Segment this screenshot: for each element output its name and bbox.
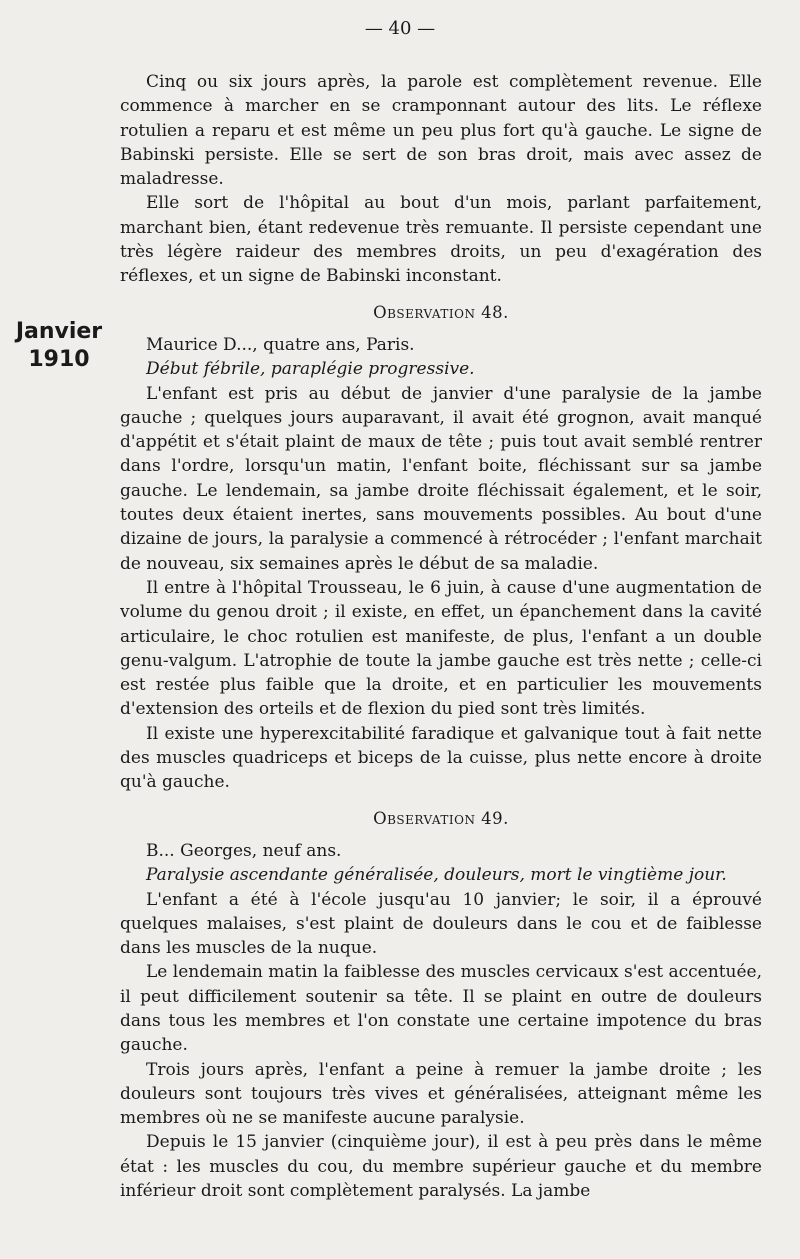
paragraph: L'enfant est pris au début de janvier d'une paralysie de la jambe gauche ; quelques jours auparavant, il avait été grognon, avait manqué d'appétit et s'était plaint de maux de tête ; puis tout avait semblé rentrer dans l'ordre, lorsqu'un matin, l'enfant boite, fléchissant sur sa jambe gauche. Le lendemain, sa jambe droite fléchissait également, et le soir, toutes deux étaient inertes, sans mouvements possibles. Au bout d'une dizaine de jours, la paralysie a commencé à rétrocéder ; l'enfant marchait de nouveau, six semaines après le début de sa maladie.: [120, 383, 762, 574]
page-number: — 40 —: [364, 18, 436, 39]
paragraph: L'enfant a été à l'école jusqu'au 10 janvier; le soir, il a éprouvé quelques malaises, s'est plaint de douleurs dans le cou et de faiblesse dans les muscles de la nuque.: [120, 889, 762, 959]
margin-date-note: [6, 318, 112, 374]
paragraph: Il entre à l'hôpital Trousseau, le 6 juin, à cause d'une augmentation de volume du genou droit ; il existe, en effet, un épanchement dans la cavité articulaire, le choc rotulien est manifeste, de plus, l'enfant a un double genu-valgum. L'atrophie de toute la jambe gauche est très nette ; celle-ci est restée plus faible que la droite, et en particulier les mouvements d'extension des orteils et de flexion du pied sont très limités.: [120, 577, 762, 720]
margin-note-month: Janvier: [15, 319, 103, 344]
paragraph: Elle sort de l'hôpital au bout d'un mois, parlant parfaitement, marchant bien, étant redevenue très remuante. Il persiste cependant une très légère raideur des membres droits, un peu d'exagération des réflexes, et un signe de Babinski inconstant.: [120, 193, 762, 287]
margin-note-year: 1910: [28, 347, 90, 372]
paragraph: Depuis le 15 janvier (cinquième jour), il est à peu près dans le même état : les muscles du cou, du membre supérieur gauche et du membre inférieur droit sont complètement paralysés. La jambe: [120, 1132, 762, 1202]
observation-subtitle: Paralysie ascendante généralisée, douleurs, mort le vingtième jour.: [146, 865, 727, 886]
patient-line: Maurice D..., quatre ans, Paris.: [146, 334, 415, 355]
paragraph: Il existe une hyperexcitabilité faradique et galvanique tout à fait nette des muscles quadriceps et biceps de la cuisse, plus nette encore à droite qu'à gauche.: [120, 723, 762, 793]
paragraph: Le lendemain matin la faiblesse des muscles cervicaux s'est accentuée, il peut difficilement soutenir sa tête. Il se plaint en outre de douleurs dans tous les membres et l'on constate une certaine impotence du bras gauche.: [120, 962, 762, 1056]
body-text: [120, 70, 762, 1203]
observation-heading: Observation 48.: [373, 302, 509, 322]
observation-heading: Observation 49.: [373, 808, 509, 828]
paragraph: Trois jours après, l'enfant a peine à remuer la jambe droite ; les douleurs sont toujours très vives et généralisées, atteignant même les membres où ne se manifeste aucune paralysie.: [120, 1059, 762, 1129]
observation-subtitle: Début fébrile, paraplégie progressive.: [146, 359, 475, 380]
paragraph: Cinq ou six jours après, la parole est complètement revenue. Elle commence à marcher en se cramponnant autour des lits. Le réflexe rotulien a reparu et est même un peu plus fort qu'à gauche. Le signe de Babinski persiste. Elle se sert de son bras droit, mais avec assez de maladresse.: [120, 72, 762, 190]
patient-line: B... Georges, neuf ans.: [146, 840, 342, 861]
